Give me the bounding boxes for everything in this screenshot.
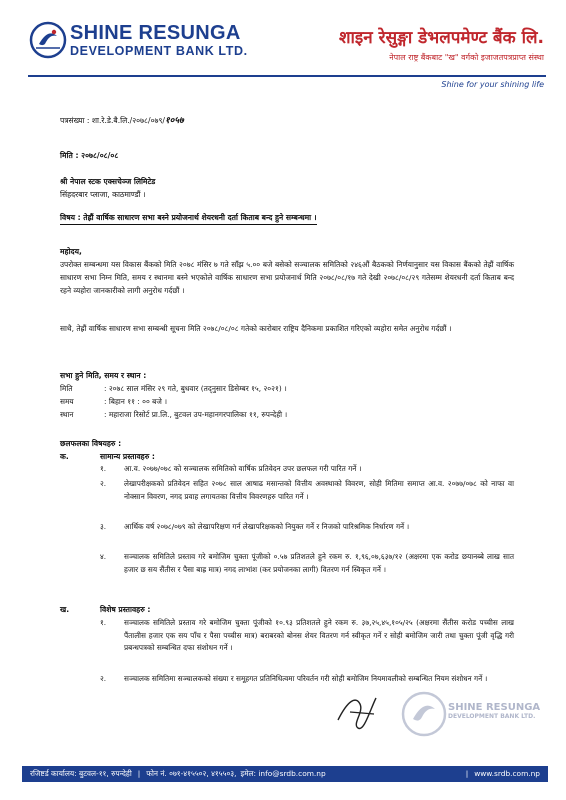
stamp-line2: DEVELOPMENT BANK LTD. [448,713,536,720]
item-text: सञ्चालक समितिले प्रस्ताव गरे बमोजिम चुक्ता पूंजीको ०.५७ प्रतिशतले हुने रकम रु. १,९६,०७,६३७/१२ (अक्षरमा एक करोड छयानब्बे लाख सात हजार छ सय सैंतीस र पैसा बाह्र मात्र) नगद लाभांश (कर प्रयोजनका लागी) वितरण गर्न स्विकृत गर्ने । [124,552,514,574]
reference-printed: पत्रसंख्या : शा.रे.डे.बै.लि./२०७८/०७९/ [60,116,165,125]
item-number: १. [100,464,107,473]
agenda-heading: छलफलका विषयहरु : [60,439,122,448]
brand-english [70,22,248,59]
section-kha-title: विशेष प्रस्तावहरु : [100,605,151,614]
footer-website[interactable]: www.srdb.com.np [474,769,540,778]
paragraph-2: साथै, तेह्रौं वार्षिक साधारण सभा सम्बन्धी सूचना मिति २०७८/०८/०८ गतेको कारोबार राष्ट्रिय दैनिकमा प्रकाशित गरिएको व्यहोरा समेत अनुरोध गर्दछौं । [60,324,452,333]
reference-number [60,114,184,128]
meeting-value: : महाराजा रिसोर्ट प्रा.लि., बुटवल उप-महानगरपालिका ११, रुपन्देही । [104,410,288,419]
item-number: ३. [100,522,107,531]
recipient-line1: श्री नेपाल स्टक एक्सचेञ्ज लिमिटेड [60,177,156,186]
paragraph-1: उपरोक्त सम्बन्धमा यस विकास बैंकको मिति २०७८ मंसिर ७ गते साँझ ५.०० बजे बसेको सञ्चालक समितिको २४६औं बैठकको निर्णयानुसार यस विकास बैंकको तेह्रौं वार्षिक साधारण सभा निम्न मिति, समय र स्थानमा बस्ने भएकोले वार्षिक साधारण सभा प्रयोजनार्थ मिति २०७८/०८/१७ गते देखी २०७८/०८/२९ गतेसम्म शेयरधनी दर्ता किताब बन्द रहने व्यहोरा जानकारीको लागी अनुरोध गर्दछौं । [60,260,514,295]
meeting-heading: सभा हुने मिति, समय र स्थान : [60,371,147,380]
brand-line1: SHINE RESUNGA [70,22,241,44]
list-item [100,478,514,518]
reference-handwritten: १०५७ [164,116,184,126]
brand-nepali: शाइन रेसुङ्गा डेभलपमेण्ट बैंक लि. [338,28,544,48]
salutation: महोदय, [60,247,82,256]
meeting-label: मिति [60,384,73,393]
item-text: आ.व. २०७७/०७८ को सञ्चालक समितिको वार्षिक प्रतिवेदन उपर छलफल गरी पारित गर्ने । [124,464,362,473]
item-number: १. [100,618,107,627]
list-item [100,521,514,548]
recipient-line2: सिंहदरबार प्लाजा, काठमाण्डौं । [60,190,146,199]
item-number: ४. [100,552,107,561]
header-divider [28,75,546,77]
signature-icon [330,690,390,735]
list-item [100,551,514,591]
footer-email[interactable]: इमेल: info@srdb.com.np [240,769,326,778]
section-ka-title: सामान्य प्रस्तावहरु : [100,452,155,461]
meeting-label: समय [60,397,74,406]
tagline: Shine for your shining life [441,80,544,89]
stamp-lettering [448,702,540,721]
brand-subtitle: नेपाल राष्ट्र बैंकबाट "ख" वर्गको इजाजतपत्रप्राप्त संस्था [389,53,544,62]
list-item [100,617,514,669]
stamp-line1: SHINE RESUNGA [448,702,541,713]
meeting-value: : बिहान ११ : ०० बजे । [104,397,168,406]
meeting-row-time [60,395,167,408]
item-text: सञ्चालक समितिले प्रस्ताव गरे बमोजिम चुक्ता पूंजीको १०.९३ प्रतिशतले हुने रकम रु. ३७,२५,४५,१०५/२५ (अक्षरमा सैंतीस करोड पच्चीस लाख पैंतालीस हजार एक सय पाँच र पैसा पच्चीस मात्र) बराबरको बोनस शेयर वितरण गर्न स्वीकृत गर्ने र सोही बमोजिम जारी तथा चुक्ता पूंजी वृद्धि गरी प्रबन्धपत्रको सम्बन्धित दफा संशोधन गर्ने । [124,618,514,652]
stamp-logo-icon [400,690,448,738]
item-text: आर्थिक वर्ष २०७८/०७९ को लेखापरिक्षण गर्न लेखापरिक्षकको नियुक्त गर्ने र निजको पारिश्रमिक निर्धारण गर्ने । [124,522,410,531]
subject-line: विषय : तेह्रौं वार्षिक साधारण सभा बस्ने प्रयोजनार्थ शेयरधनी दर्ता किताब बन्द हुने सम्बन्धमा । [60,211,317,225]
meeting-value: : २०७८ साल मंसिर २९ गते, बुधवार (तद्नुसार डिसेम्बर १५, २०२१) । [104,384,287,393]
list-item [100,673,514,700]
item-number: २. [100,479,107,488]
footer-office: रजिष्टर्ड कार्यालय: बुटवल-११, रुपन्देही [30,769,132,778]
footer-bar [22,766,548,782]
footer-separator: | [465,769,469,778]
brand-line2: DEVELOPMENT BANK LTD. [70,44,248,58]
item-text: सञ्चालक समितिमा सञ्चालकको संख्या र समूहगत प्रतिनिधित्वमा परिवर्तन गरी सोही बमोजिम नियमावलीको सम्बन्धित नियम संशोधन गर्ने । [124,674,488,683]
section-ka-marker: क. [60,452,69,461]
section-kha-marker: ख. [60,605,70,614]
item-number: २. [100,674,107,683]
meeting-row-date [60,382,287,395]
meeting-label: स्थान [60,410,74,419]
meeting-row-venue [60,408,287,421]
list-item [100,463,514,476]
item-text: लेखापरीक्षकको प्रतिवेदन सहित २०७८ साल आषाढ मसान्तको वित्तीय अवस्थाको विवरण, सोही मितिमा समाप्त आ.व. २०७७/०७८ को नाफा वा नोक्सान विवरण, नगद प्रवाह लगायतका वित्तीय विवरणहरु पारित गर्ने । [124,479,514,501]
footer-phone: फोन नं. ०७१-४१५५०२, ४१५५०३, [146,769,237,778]
letter-date: मिति : २०७८/०८/०८ [60,151,119,160]
bank-logo-icon [28,20,68,60]
footer-separator: | [137,769,141,778]
